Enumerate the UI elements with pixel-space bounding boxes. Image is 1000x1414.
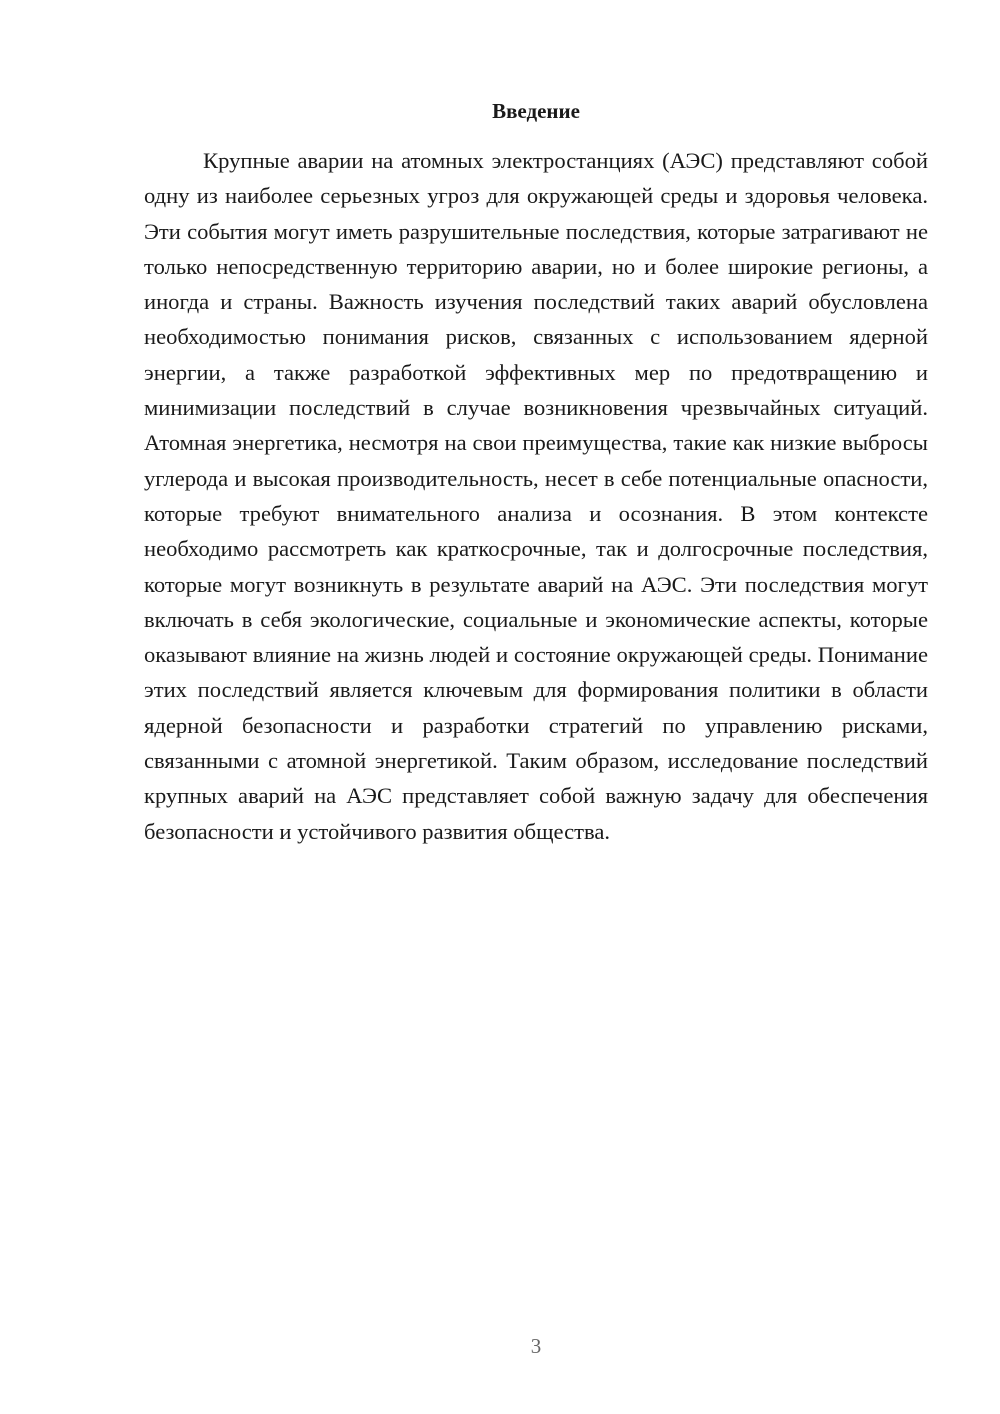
section-heading: Введение xyxy=(492,99,580,123)
page-number: 3 xyxy=(530,1334,542,1358)
body-paragraph: Крупные аварии на атомных электростанциях (АЭС) представляют собой одну из наиболее серьезных угроз для окружающей среды и здоровья человека. Эти события могут иметь разрушительные последствия, которые затрагивают не только непосредственную территорию аварии, но и более широкие регионы, а иногда и страны. Важность изучения последствий таких аварий обусловлена необходимостью понимания рисков, связанных с использованием ядерной энергии, а также разработкой эффективных мер по предотвращению и минимизации последствий в случае возникновения чрезвычайных ситуаций. Атомная энергетика, несмотря на свои преимущества, такие как низкие выбросы углерода и высокая производительность, несет в себе потенциальные опасности, которые требуют внимательного анализа и осознания. В этом контексте необходимо рассмотреть как краткосрочные, так и долгосрочные последствия, которые могут возникнуть в результате аварий на АЭС. Эти последствия могут включать в себя экологические, социальные и экономические аспекты, которые оказывают влияние на жизнь людей и состояние окружающей среды. Понимание этих последствий является ключевым для формирования политики в области ядерной безопасности и разработки стратегий по управлению рисками, связанными с атомной энергетикой. Таким образом, исследование последствий крупных аварий на АЭС представляет собой важную задачу для обеспечения безопасности и устойчивого развития общества. xyxy=(144,148,928,844)
